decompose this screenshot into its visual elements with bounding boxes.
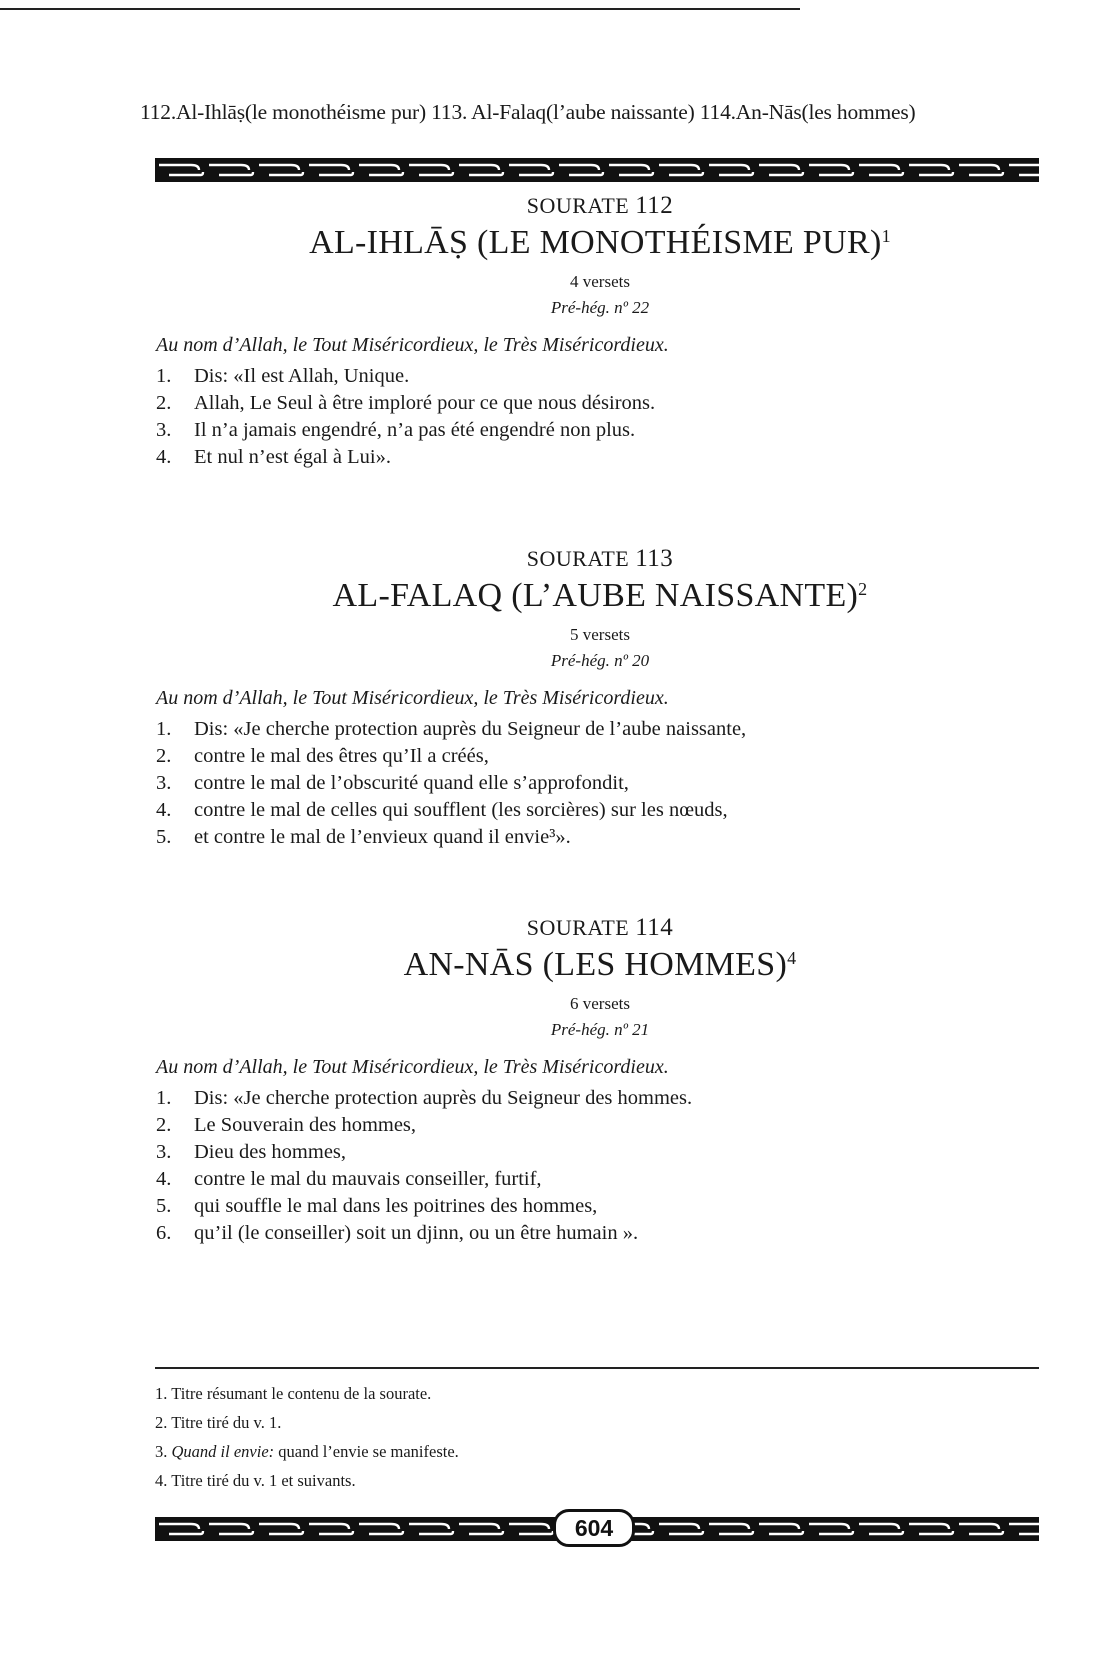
verse — [156, 1139, 1060, 1166]
verse — [156, 417, 1060, 444]
sourate-title-text: AL-FALAQ (L’AUBE NAISSANTE) — [332, 577, 859, 614]
verse-text: contre le mal de celles qui soufflent (les sorcières) sur les nœuds, — [194, 799, 728, 821]
pre-hegire-number: Pré-hég. nº 22 — [550, 298, 650, 317]
verse-number: 2. — [156, 392, 172, 414]
verse — [156, 1085, 1060, 1112]
footnote — [155, 1413, 1039, 1442]
verse — [156, 797, 1060, 824]
footnotes — [155, 1384, 1039, 1500]
verse — [156, 824, 1060, 851]
sourate-title-text: AL-IHLĀṢ (LE MONOTHÉISME PUR) — [309, 224, 882, 261]
verse-number: 3. — [156, 772, 172, 794]
verse — [156, 770, 1060, 797]
sourate-label-text: SOURATE — [526, 193, 630, 218]
verse-count: 4 versets — [570, 272, 630, 291]
verse-number: 3. — [156, 419, 172, 441]
verse-text: Il n’a jamais engendré, n’a pas été engendré non plus. — [194, 419, 636, 441]
chain-ornament — [155, 158, 1039, 182]
basmala: Au nom d’Allah, le Tout Miséricordieux, le Très Miséricordieux. — [156, 687, 669, 709]
footnote-ref: 4 — [787, 948, 797, 968]
running-header: 112.Al-Ihlāṣ(le monothéisme pur) 113. Al-Falaq(l’aube naissante) 114.An-Nās(les hommes) — [140, 100, 916, 124]
sourate-title — [140, 946, 1060, 984]
sourate-114 — [140, 914, 1060, 1247]
verse-text: Dis: «Il est Allah, Unique. — [194, 365, 410, 387]
verse-text: Dis: «Je cherche protection auprès du Seigneur des hommes. — [194, 1087, 693, 1109]
verse — [156, 1112, 1060, 1139]
sourate-title-text: AN-NĀS (LES HOMMES) — [403, 946, 788, 983]
pre-hegire-number: Pré-hég. nº 21 — [550, 1020, 650, 1039]
sourate-number: 114 — [635, 914, 674, 941]
verse-text: contre le mal du mauvais conseiller, furtif, — [194, 1168, 542, 1190]
verse-number: 2. — [156, 1114, 172, 1136]
verse-text: Dieu des hommes, — [194, 1141, 347, 1163]
verse-number: 5. — [156, 826, 172, 848]
verse — [156, 363, 1060, 390]
footnote-text: Titre résumant le contenu de la sourate. — [171, 1384, 432, 1403]
verse-text: qu’il (le conseiller) soit un djinn, ou un être humain ». — [194, 1222, 639, 1244]
footnote-text: Titre tiré du v. 1 et suivants. — [171, 1471, 356, 1490]
verse-number: 4. — [156, 799, 172, 821]
basmala: Au nom d’Allah, le Tout Miséricordieux, le Très Miséricordieux. — [156, 1056, 669, 1078]
footnote-ref: 1 — [881, 226, 891, 246]
verse-count: 5 versets — [570, 625, 630, 644]
verse-text: Et nul n’est égal à Lui». — [194, 446, 391, 468]
basmala: Au nom d’Allah, le Tout Miséricordieux, le Très Miséricordieux. — [156, 334, 669, 356]
verse-number: 2. — [156, 745, 172, 767]
verse — [156, 444, 1060, 471]
verse-text: Allah, Le Seul à être imploré pour ce que nous désirons. — [194, 392, 656, 414]
verse-count: 6 versets — [570, 994, 630, 1013]
sourate-label — [140, 914, 1060, 942]
verse — [156, 1166, 1060, 1193]
footnote-emphasis: Quand il envie: — [171, 1442, 275, 1461]
footnote-rule — [155, 1367, 1039, 1369]
footnote-number: 2. — [155, 1413, 168, 1432]
page-number: 604 — [553, 1509, 635, 1547]
verse — [156, 716, 1060, 743]
verse-number: 3. — [156, 1141, 172, 1163]
verse — [156, 743, 1060, 770]
sourate-label-text: SOURATE — [526, 915, 630, 940]
sourate-label — [140, 545, 1060, 573]
verse-text: contre le mal des êtres qu’Il a créés, — [194, 745, 489, 767]
verse — [156, 1220, 1060, 1247]
verse-number: 1. — [156, 1087, 172, 1109]
verse-text: Dis: «Je cherche protection auprès du Seigneur de l’aube naissante, — [194, 718, 747, 740]
verse-list — [156, 363, 1060, 471]
sourate-label-text: SOURATE — [526, 546, 630, 571]
sourate-label — [140, 192, 1060, 220]
footnote-text: Titre tiré du v. 1. — [171, 1413, 282, 1432]
footnote-number: 3. — [155, 1442, 168, 1461]
footnote-ref: 2 — [858, 579, 868, 599]
footnote — [155, 1471, 1039, 1500]
verse-text: et contre le mal de l’envieux quand il envie³». — [194, 826, 571, 848]
sourate-title — [140, 224, 1060, 262]
verse-number: 4. — [156, 446, 172, 468]
sourate-number: 112 — [635, 192, 674, 219]
pre-hegire-number: Pré-hég. nº 20 — [550, 651, 650, 670]
sourate-112 — [140, 192, 1060, 471]
footnote — [155, 1384, 1039, 1413]
verse-text: Le Souverain des hommes, — [194, 1114, 417, 1136]
footnote — [155, 1442, 1039, 1471]
verse-list — [156, 1085, 1060, 1247]
sourate-113 — [140, 545, 1060, 851]
verse — [156, 1193, 1060, 1220]
verse-text: qui souffle le mal dans les poitrines des hommes, — [194, 1195, 598, 1217]
decorative-band-top — [155, 158, 1039, 182]
footnote-number: 1. — [155, 1384, 168, 1403]
verse-number: 6. — [156, 1222, 172, 1244]
verse — [156, 390, 1060, 417]
verse-text: contre le mal de l’obscurité quand elle s’approfondit, — [194, 772, 629, 794]
sourate-title — [140, 577, 1060, 615]
footnote-text: quand l’envie se manifeste. — [278, 1442, 459, 1461]
verse-list — [156, 716, 1060, 851]
verse-number: 5. — [156, 1195, 172, 1217]
top-scan-line — [0, 8, 800, 10]
verse-number: 1. — [156, 718, 172, 740]
footnote-number: 4. — [155, 1471, 168, 1490]
verse-number: 1. — [156, 365, 172, 387]
verse-number: 4. — [156, 1168, 172, 1190]
sourate-number: 113 — [635, 545, 674, 572]
